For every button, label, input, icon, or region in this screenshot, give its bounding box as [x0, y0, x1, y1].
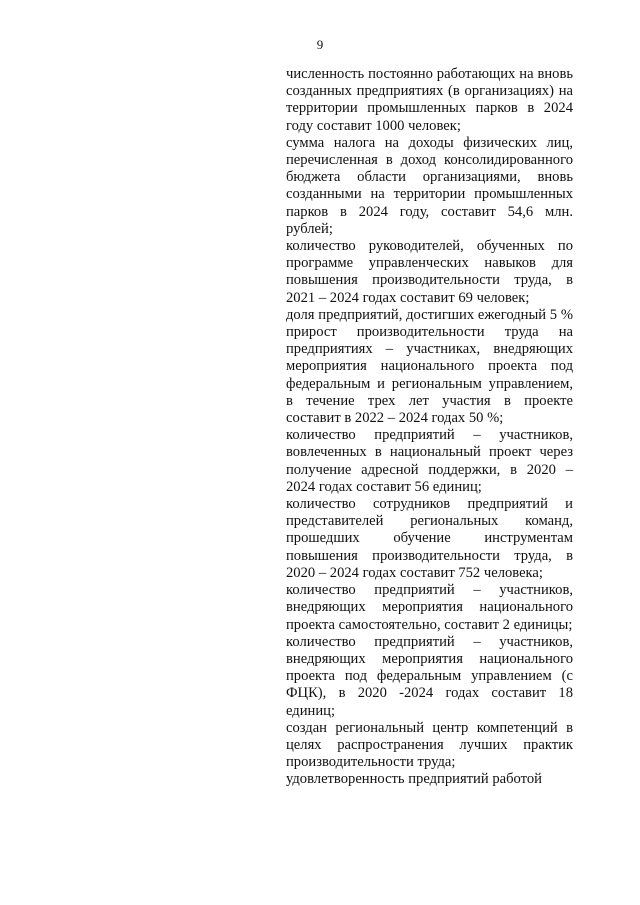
paragraph-income-tax: сумма налога на доходы физических лиц, перечисленная в доход консолидированного бюджета области организациями, вновь созданными на территории промышленных парков в 2024 году, составит 54,6 млн. рублей; [286, 134, 573, 237]
paragraph-trained-managers: количество руководителей, обученных по программе управленческих навыков для повышения производительности труда, в 2021 – 2024 годах составит 69 человек; [286, 238, 573, 306]
paragraph-self-implementing-enterprises: количество предприятий – участников, внедряющих мероприятия национального проекта самостоятельно, составит 2 единицы; [286, 582, 573, 633]
paragraph-trained-employees: количество сотрудников предприятий и представителей региональных команд, прошедших обучение инструментам повышения производительности труда, в 2020 – 2024 годах составит 752 человека; [286, 496, 573, 581]
paragraph-supported-enterprises: количество предприятий – участников, вовлеченных в национальный проект через получение адресной поддержки, в 2020 – 2024 годах составит 56 единиц; [286, 427, 573, 495]
paragraph-competence-center: создан региональный центр компетенций в целях распространения лучших практик производительности труда; [286, 719, 573, 771]
paragraph-satisfaction: удовлетворенность предприятий работой [286, 771, 542, 788]
paragraph-employment: численность постоянно работающих на вновь созданных предприятиях (в организациях) на территории промышленных парков в 2024 году составит 1000 человек; [286, 66, 573, 134]
paragraph-federal-managed-enterprises: количество предприятий – участников, внедряющих мероприятия национального проекта под федеральным управлением (с ФЦК), в 2020 -2024 годах составит 18 единиц; [286, 633, 573, 719]
paragraph-productivity-growth-share: доля предприятий, достигших ежегодный 5 % прирост производительности труда на предприятиях – участниках, внедряющих мероприятия национального проекта под федеральным и региональным управлением, в течение трех лет участия в проекте составит в 2022 – 2024 годах 50 %; [286, 306, 573, 427]
document-body [286, 66, 573, 789]
page-number: 9 [316, 37, 324, 52]
